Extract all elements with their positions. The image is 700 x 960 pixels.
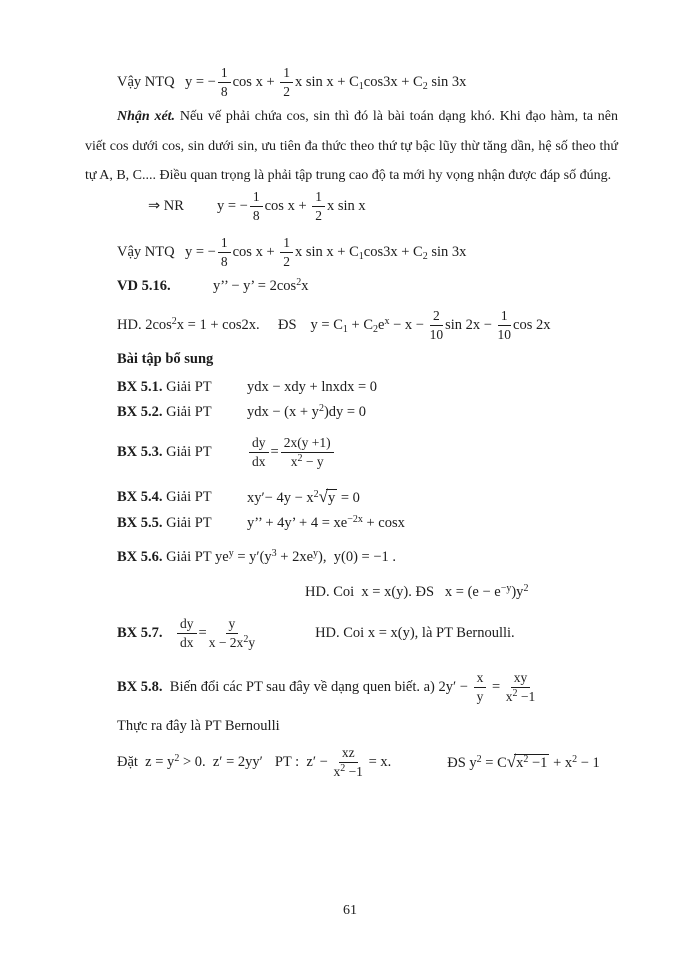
fraction: $\frac{1}{10}$ bbox=[497, 308, 512, 342]
exercise-label: BX 5.4. Giải PT bbox=[117, 488, 212, 505]
exercise-bx55 bbox=[117, 515, 405, 532]
formula-text: = bbox=[488, 678, 504, 695]
fraction: $\frac{dy}{dx}$ bbox=[249, 435, 269, 468]
hint-text: HD. $2\cos^2x = 1 + \cos 2x$. bbox=[117, 315, 260, 333]
hint-answer-vd516 bbox=[117, 305, 551, 345]
superscript: 2 bbox=[523, 753, 529, 765]
line-label: Vậy NTQ bbox=[117, 73, 175, 90]
formula-text: x $\sin x + C_1\cos 3x + C_2$ sin 3x bbox=[295, 73, 467, 92]
example-label: VD 5.16. bbox=[117, 278, 171, 294]
exercise-label: BX 5.3. Giải PT bbox=[117, 443, 212, 460]
fraction: $\frac{1}{8}$ bbox=[218, 235, 231, 268]
answer-label: ĐS bbox=[278, 316, 297, 333]
formula-text: $xy'- 4y - x^2√y = 0$ bbox=[247, 486, 360, 506]
formula-text: PT : z′ − bbox=[274, 753, 332, 770]
fraction: $\frac{dy}{dx}$ bbox=[177, 616, 197, 649]
section-heading: Bài tập bổ sung bbox=[117, 351, 214, 367]
formula-text: cos 2x bbox=[513, 316, 551, 333]
exercise-label: BX 5.6. Giải PT bbox=[117, 549, 216, 565]
superscript: 2 bbox=[297, 452, 303, 464]
superscript: 2 bbox=[174, 752, 180, 764]
square-root-content: y bbox=[328, 489, 336, 506]
formula-text: y = − bbox=[185, 243, 216, 260]
superscript: 2 bbox=[340, 762, 346, 774]
superscript: 2 bbox=[476, 753, 482, 765]
superscript: −y bbox=[500, 583, 512, 594]
exercise-bx53 bbox=[117, 430, 336, 474]
fraction: $\frac{xz}{x^2 -1}$ bbox=[333, 745, 363, 779]
radical-icon: √ bbox=[506, 751, 517, 771]
square-root-content: $x^2 -1$ bbox=[516, 753, 548, 771]
exercise-bx51 bbox=[117, 379, 377, 396]
exercise-label: BX 5.7. bbox=[117, 624, 163, 641]
formula-text: y’’ − y’ = $2\cos^2x$ bbox=[213, 277, 309, 294]
formula-text: cos x + bbox=[264, 197, 311, 214]
radical-icon: √ bbox=[318, 486, 328, 506]
subscript: 1 bbox=[358, 80, 364, 92]
fraction: $\frac{2x(y +1)}{x^2 - y}$ bbox=[281, 435, 334, 468]
exercise-label: BX 5.8. Biến đổi các PT sau đây về dạng quen biết. a) 2y′ − bbox=[117, 678, 472, 695]
superscript: 2 bbox=[313, 488, 319, 500]
fraction: $\frac{y}{x - 2x^2y}$ bbox=[208, 616, 256, 650]
superscript: 2 bbox=[171, 315, 177, 327]
superscript: 3 bbox=[271, 548, 277, 559]
exercise-bx54 bbox=[117, 484, 360, 510]
formula-text: = x. bbox=[364, 753, 392, 770]
formula-line-ntq-repeat bbox=[117, 232, 466, 272]
fraction: $\frac{x}{y}$ bbox=[474, 670, 487, 703]
subscript: 1 bbox=[342, 323, 348, 335]
answer-text: ĐS $y^2 = C√x^2 -1 + x^2 - 1$ bbox=[447, 751, 600, 771]
formula-text: y’’ + 4y’ + $4 = xe^{-2x} + \cos x$ bbox=[247, 514, 405, 531]
formula-text: sin 2x − bbox=[445, 316, 496, 333]
fraction: $\frac{1}{8}$ bbox=[218, 65, 231, 98]
formula-text: Đặt $z = y^2 > 0$. z′ = 2yy′ bbox=[117, 752, 263, 770]
fraction: $\frac{1}{2}$ bbox=[280, 65, 293, 98]
fraction: $\frac{2}{10}$ bbox=[429, 308, 444, 342]
page-number: 61 bbox=[343, 903, 357, 918]
formula-text: ydx − xdy + lnxdx = 0 bbox=[247, 379, 378, 395]
formula-line-nr bbox=[148, 186, 366, 226]
superscript: 2 bbox=[512, 687, 518, 699]
superscript: y bbox=[228, 548, 234, 559]
superscript: x bbox=[384, 315, 390, 327]
superscript: 2 bbox=[523, 583, 529, 594]
superscript: 2 bbox=[572, 753, 578, 765]
note-bernoulli: Thực ra đây là PT Bernoulli bbox=[117, 718, 280, 734]
line-label: ⇒ NR bbox=[148, 197, 184, 214]
superscript: −2x bbox=[347, 514, 363, 525]
exercise-bx52 bbox=[117, 404, 366, 421]
formula-text: = bbox=[270, 443, 279, 460]
formula-text: x $\sin x + C_1\cos 3x + C_2$ sin 3x bbox=[295, 243, 467, 262]
remark-body: Nếu vế phải chứa cos, sin thì đó là bài toán dạng khó. Khi đạo hàm, ta nên viết cos dưới cos, sin dưới sin, ưu tiên đa thức theo thứ tự bậc lũy thừ tăng dần, hệ số theo thứ tự A, B, C.... Điều quan trọng là phải tập trung cao độ ta mới hy vọng nhận được đáp số đúng. bbox=[85, 109, 618, 183]
example-vd516 bbox=[117, 278, 308, 295]
exercise-label: BX 5.5. Giải PT bbox=[117, 515, 212, 531]
exercise-bx57 bbox=[117, 611, 515, 655]
formula-text: y = − bbox=[185, 73, 216, 90]
fraction: $\frac{1}{2}$ bbox=[312, 189, 325, 222]
subscript: 2 bbox=[422, 80, 428, 92]
remark-paragraph bbox=[85, 102, 618, 191]
formula-text: y = − bbox=[217, 197, 248, 214]
exercise-bx56 bbox=[117, 549, 396, 566]
superscript: 2 bbox=[296, 277, 302, 288]
line-label: Vậy NTQ bbox=[117, 243, 175, 260]
exercise-label: BX 5.2. Giải PT bbox=[117, 404, 212, 420]
exercise-label: BX 5.1. Giải PT bbox=[117, 379, 212, 395]
fraction: $\frac{1}{8}$ bbox=[250, 189, 263, 222]
hint-text: HD. Coi x = x(y), là PT Bernoulli. bbox=[315, 624, 515, 641]
formula-text: ydx − $(x + y^2)dy = 0$ bbox=[247, 403, 366, 420]
hint-text: HD. Coi x = x(y). ĐS $x = (e - e^{-y})y^2$ bbox=[305, 583, 529, 600]
subscript: 1 bbox=[358, 250, 364, 262]
hint-answer-bx56 bbox=[305, 584, 528, 601]
exercise-bx58 bbox=[117, 665, 537, 709]
formula-text: $ye^y = y'(y^3 + 2xe^y)$, y(0) = −1 . bbox=[215, 548, 396, 565]
subscript: 2 bbox=[373, 323, 379, 335]
formula-text: cos x + bbox=[232, 243, 279, 260]
solution-line bbox=[117, 740, 600, 784]
superscript: 2 bbox=[243, 633, 249, 645]
fraction: $\frac{1}{2}$ bbox=[280, 235, 293, 268]
remark-lead: Nhận xét. bbox=[117, 109, 176, 124]
formula-text: x sin x bbox=[327, 197, 366, 214]
formula-text: $y = C_1 + C_2e^x - x$ − bbox=[310, 315, 428, 335]
formula-line-ntq-top bbox=[117, 62, 466, 102]
formula-text: cos x + bbox=[232, 73, 279, 90]
formula-text: = bbox=[198, 624, 207, 641]
superscript: y bbox=[313, 548, 319, 559]
fraction: $\frac{xy}{x^2 -1}$ bbox=[505, 670, 536, 704]
superscript: 2 bbox=[318, 403, 324, 414]
subscript: 2 bbox=[422, 250, 428, 262]
